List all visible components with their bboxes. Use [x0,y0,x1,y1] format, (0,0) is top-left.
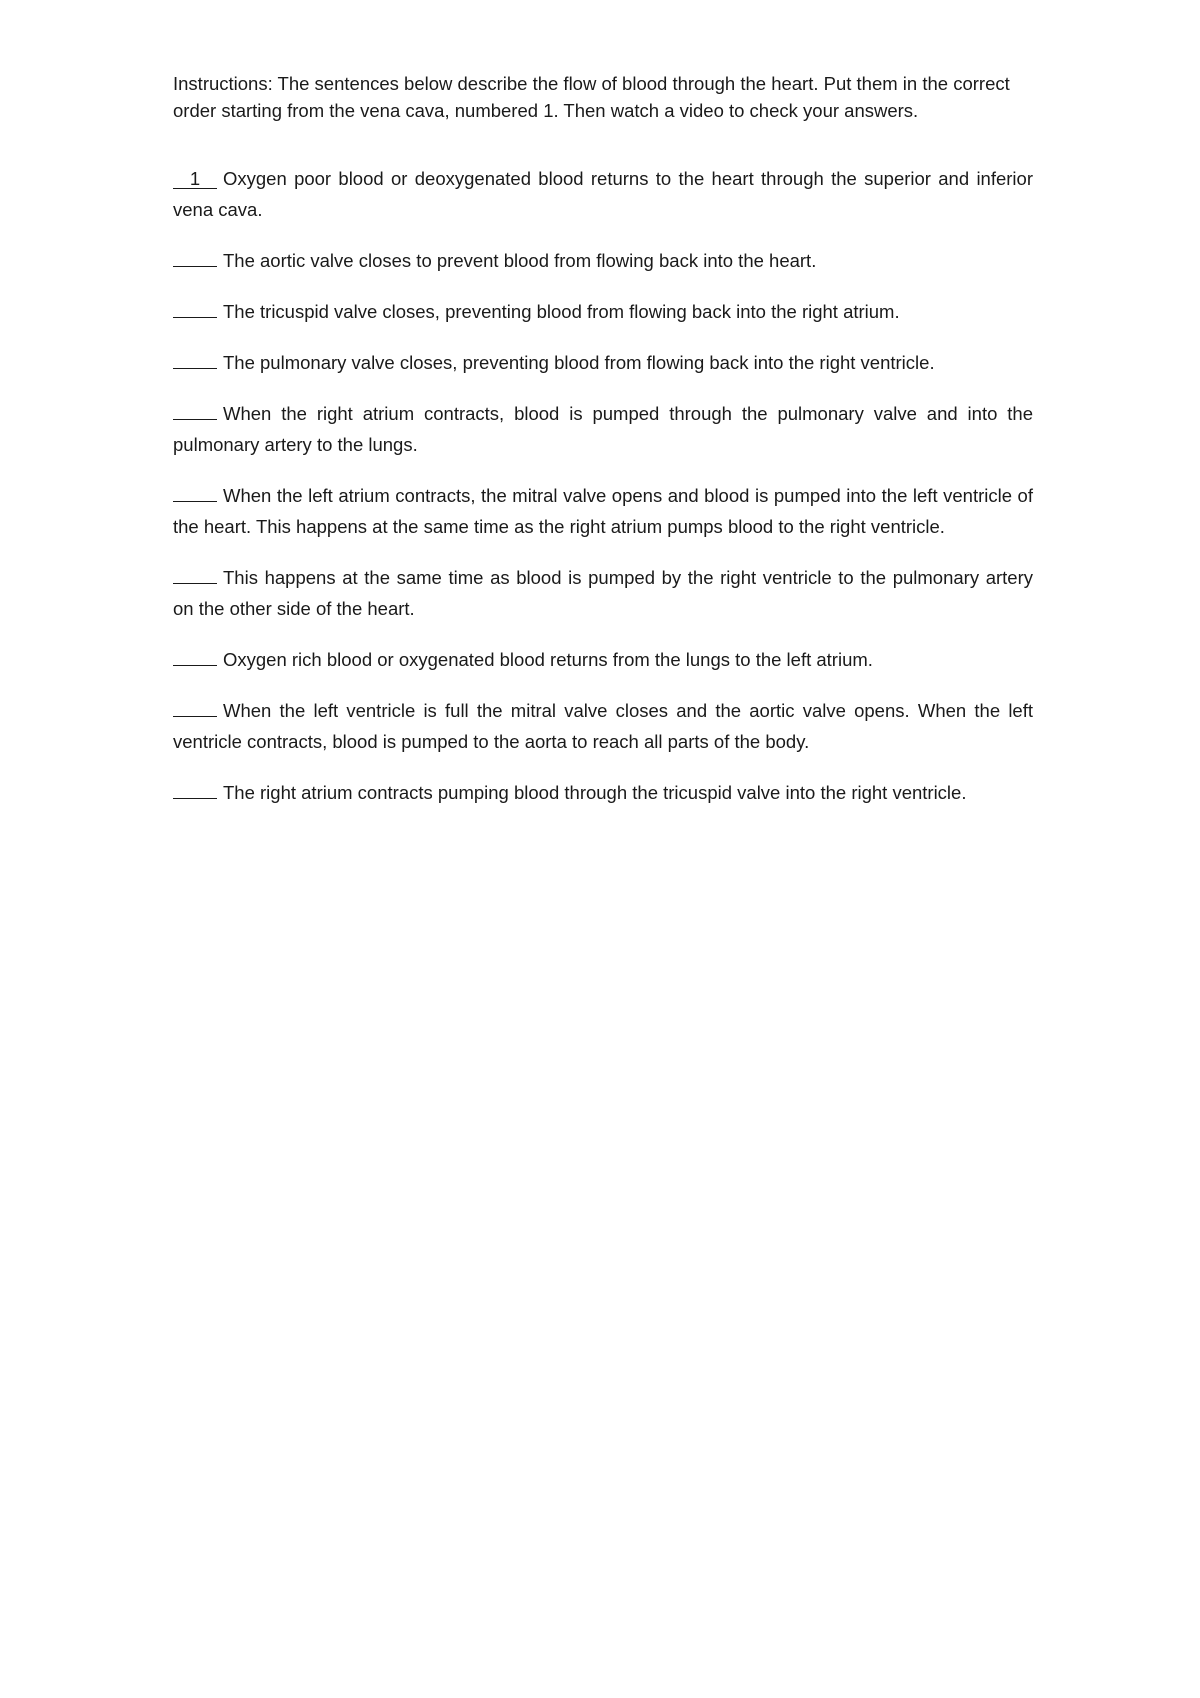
sentence-item [173,644,1033,675]
sentence-item [173,347,1033,378]
answer-blank[interactable] [173,698,217,717]
answer-blank[interactable] [173,647,217,666]
answer-blank[interactable] [173,350,217,369]
sentence-item [173,777,1033,808]
sentence-item [173,245,1033,276]
sentence-item [173,562,1033,624]
sentence-item [173,296,1033,327]
sentence-text: The aortic valve closes to prevent blood from flowing back into the heart. [223,250,817,271]
sentence-text: When the right atrium contracts, blood is pumped through the pulmonary valve and into the pulmonary artery to the lungs. [173,403,1033,455]
sentence-text: The tricuspid valve closes, preventing blood from flowing back into the right atrium. [223,301,900,322]
sentence-text: Oxygen rich blood or oxygenated blood returns from the lungs to the left atrium. [223,649,873,670]
sentence-text: Oxygen poor blood or deoxygenated blood returns to the heart through the superior and inferior vena cava. [173,168,1033,220]
sentence-item [173,163,1033,225]
answer-blank[interactable] [173,401,217,420]
answer-blank[interactable] [173,483,217,502]
sentence-text: When the left atrium contracts, the mitral valve opens and blood is pumped into the left ventricle of the heart. This happens at the same time as the right atrium pumps blood to the right ventricle. [173,485,1033,537]
sentence-text: This happens at the same time as blood is pumped by the right ventricle to the pulmonary artery on the other side of the heart. [173,567,1033,619]
sentence-text: The pulmonary valve closes, preventing blood from flowing back into the right ventricle. [223,352,935,373]
worksheet-page [173,70,1033,828]
answer-blank[interactable] [173,248,217,267]
sentence-item [173,480,1033,542]
answer-blank[interactable] [173,780,217,799]
sentence-text: The right atrium contracts pumping blood through the tricuspid valve into the right ventricle. [223,782,967,803]
answer-blank[interactable]: 1 [173,170,217,189]
answer-blank[interactable] [173,565,217,584]
sentence-text: When the left ventricle is full the mitral valve closes and the aortic valve opens. When the left ventricle contracts, blood is pumped to the aorta to reach all parts of the body. [173,700,1033,752]
sentence-item [173,398,1033,460]
sentence-list [173,163,1033,808]
instructions-text: Instructions: The sentences below describe the flow of blood through the heart. Put them in the correct order starting from the vena cava, numbered 1. Then watch a video to check your answers. [173,73,1010,121]
answer-blank[interactable] [173,299,217,318]
sentence-item [173,695,1033,757]
